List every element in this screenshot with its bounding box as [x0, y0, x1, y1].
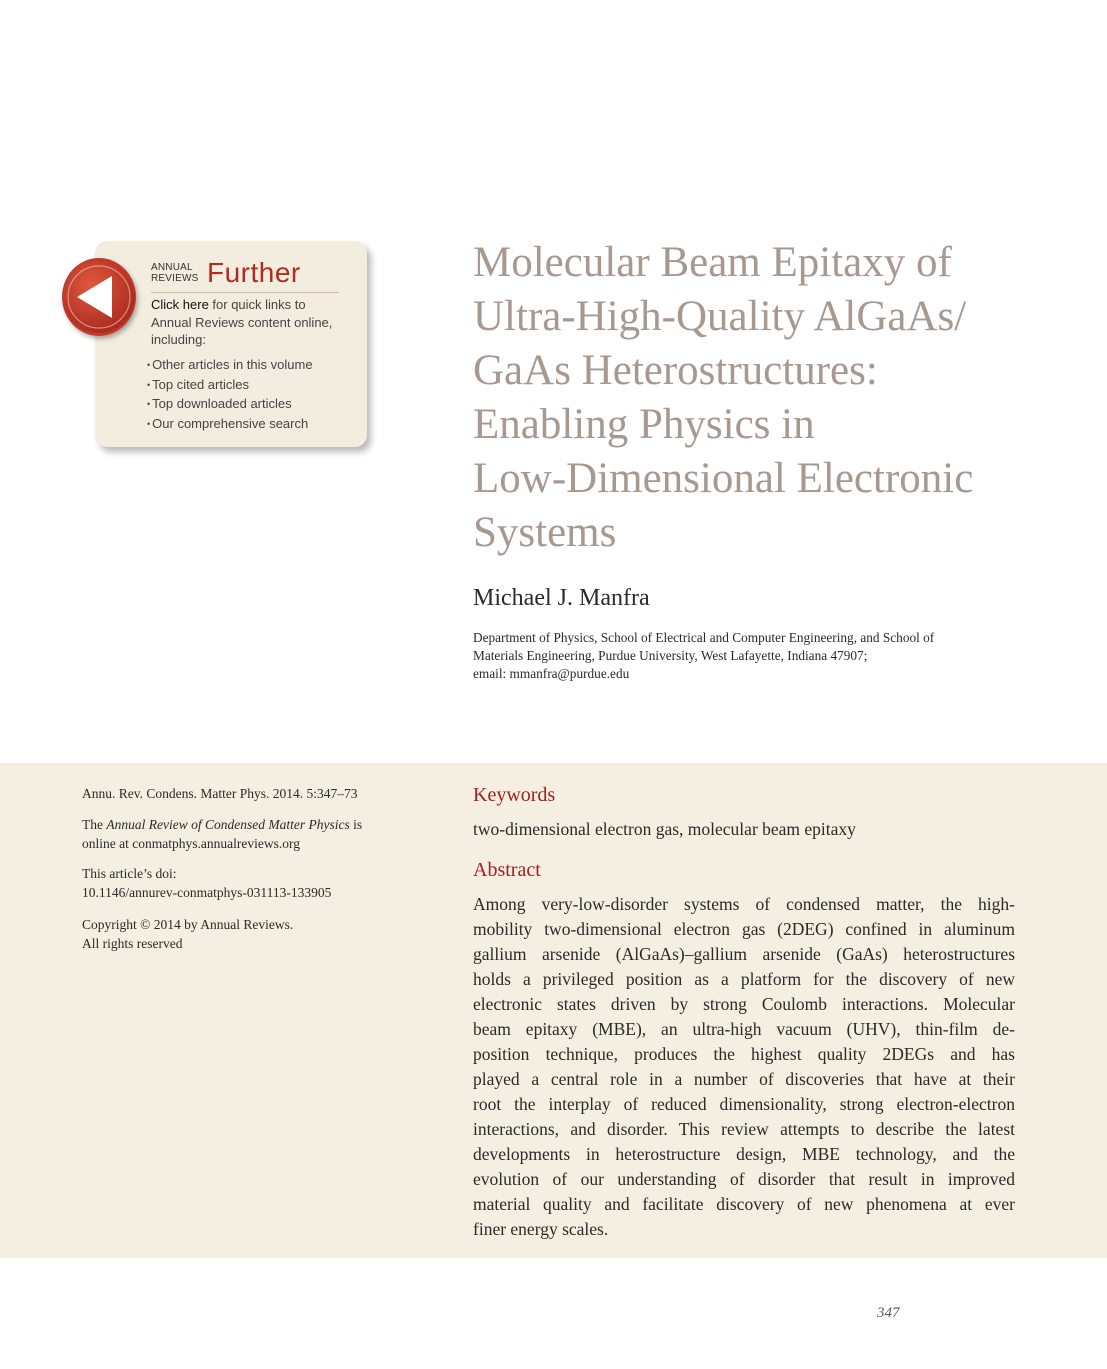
title-line: Ultra-High-Quality AlGaAs/	[473, 293, 967, 340]
copyright-block	[82, 916, 422, 953]
affiliation-email[interactable]: email: mmanfra@purdue.edu	[473, 666, 630, 682]
further-item-top-cited[interactable]: • Top cited articles	[147, 376, 313, 396]
citation-text: Annu. Rev. Condens. Matter Phys. 2014. 5:347–73	[82, 786, 358, 801]
author-affiliation	[473, 629, 1033, 684]
abstract-text	[473, 892, 1015, 1242]
further-word: Further	[207, 257, 301, 288]
title-line: Enabling Physics in	[473, 401, 815, 448]
keywords-text: two-dimensional electron gas, molecular beam epitaxy	[473, 819, 856, 839]
journal-name: Annual Review of Condensed Matter Physics	[106, 817, 350, 832]
click-here-link[interactable]: Click here	[151, 297, 209, 312]
abstract-line: material quality and facilitate discovery of new phenomena at ever	[473, 1194, 1015, 1214]
intro-text-2: Annual Reviews content online,	[151, 314, 333, 330]
affiliation-line: Department of Physics, School of Electrical and Computer Engineering, and School of	[473, 630, 935, 645]
article-title	[473, 236, 1073, 560]
online-pre: The	[82, 817, 107, 832]
further-list	[147, 356, 313, 434]
keywords-heading: Keywords	[473, 784, 556, 806]
copyright-text: Copyright © 2014 by Annual Reviews.	[82, 917, 294, 932]
abstract-line: developments in heterostructure design, MBE technology, and the	[473, 1144, 1015, 1164]
doi-value[interactable]: 10.1146/annurev-conmatphys-031113-133905	[82, 884, 332, 900]
citation	[82, 785, 422, 804]
doi-label: This article’s doi:	[82, 866, 177, 881]
abstract-line: root the interplay of reduced dimensionality, strong electron-electron	[473, 1094, 1015, 1114]
intro-text-1: for quick links to	[208, 297, 306, 312]
title-line: GaAs Heterostructures:	[473, 347, 878, 394]
back-arrow-icon[interactable]	[62, 258, 136, 336]
abstract-line: position technique, produces the highest quality 2DEGs and has	[473, 1044, 1015, 1064]
affiliation-line: Materials Engineering, Purdue University, West Lafayette, Indiana 47907;	[473, 648, 868, 664]
abstract-line: mobility two-dimensional electron gas (2DEG) confined in aluminum	[473, 919, 1015, 939]
abstract-line: evolution of our understanding of disorder that result in improved	[473, 1169, 1015, 1189]
abstract-line: electronic states driven by strong Coulomb interactions. Molecular	[473, 994, 1015, 1014]
abstract-line: beam epitaxy (MBE), an ultra-high vacuum (UHV), thin-film de-	[473, 1019, 1015, 1039]
brand-line-annual: ANNUAL	[151, 262, 193, 273]
abstract-heading: Abstract	[473, 859, 541, 881]
further-divider	[151, 292, 339, 293]
abstract-line: holds a privileged position as a platform for the discovery of new	[473, 969, 1015, 989]
rights-text: All rights reserved	[82, 935, 183, 951]
doi-block	[82, 865, 422, 902]
online-url[interactable]: online at conmatphys.annualreviews.org	[82, 835, 300, 851]
further-item-other-articles[interactable]: • Other articles in this volume	[147, 356, 313, 376]
title-line: Molecular Beam Epitaxy of	[473, 239, 952, 286]
further-item-search[interactable]: • Our comprehensive search	[147, 415, 313, 435]
abstract-line: Among very-low-disorder systems of condensed matter, the high-	[473, 894, 1015, 914]
author-name: Michael J. Manfra	[473, 585, 650, 611]
abstract-line: gallium arsenide (AlGaAs)–gallium arsenide (GaAs) heterostructures	[473, 944, 1015, 964]
online-note	[82, 816, 422, 853]
abstract-line: played a central role in a number of discoveries that have at their	[473, 1069, 1015, 1089]
abstract-line: finer energy scales.	[473, 1219, 609, 1239]
title-line: Systems	[473, 509, 617, 556]
intro-text-3: including:	[151, 332, 206, 347]
further-item-top-downloaded[interactable]: • Top downloaded articles	[147, 395, 313, 415]
page-number: 347	[877, 1305, 900, 1321]
brand-line-reviews: REVIEWS	[151, 273, 199, 284]
abstract-line: interactions, and disorder. This review attempts to describe the latest	[473, 1119, 1015, 1139]
title-line: Low-Dimensional Electronic	[473, 455, 974, 502]
annual-reviews-brand	[151, 262, 199, 284]
further-intro	[151, 296, 351, 349]
online-post: is	[349, 817, 363, 832]
